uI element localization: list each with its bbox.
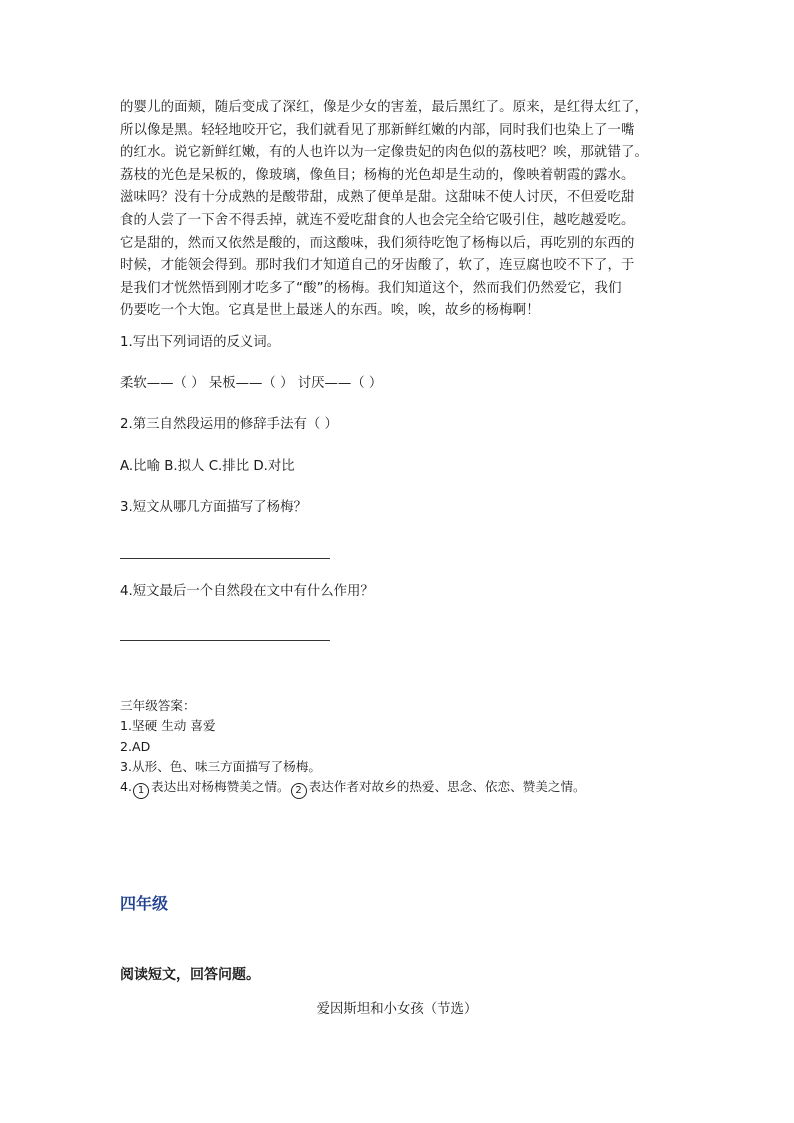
question-3: 3.短文从哪几方面描写了杨梅？	[120, 500, 307, 515]
circled-number-2: 2	[291, 783, 307, 799]
passage-line: 的婴儿的面颊，随后变成了深红，像是少女的害羞，最后黑红了。原来，是红得太红了，	[120, 100, 649, 115]
article-title: 爱因斯坦和小女孩（节选）	[316, 1002, 478, 1017]
passage-line: 荔枝的光色是呆板的，像玻璃，像鱼目；杨梅的光色却是生动的，像映着朝霞的露水。	[120, 167, 635, 183]
answer-4-part-1: 表达出对杨梅赞美之情。	[151, 779, 290, 794]
answer-1: 1.坚硬 生动 喜爱	[120, 718, 216, 733]
answer-4-prefix: 4.	[120, 779, 133, 794]
question-1: 1.写出下列词语的反义词。	[120, 335, 281, 350]
passage-paragraph	[120, 97, 676, 323]
passage-line: 是我们才恍然悟到刚才吃多了“酸”的杨梅。我们知道这个，然而我们仍然爱它，我们	[120, 280, 622, 296]
passage-line: 所以像是黑。轻轻地咬开它，我们就看见了那新鲜红嫩的内部，同时我们也染上了一嘴	[120, 122, 635, 138]
reading-instruction: 阅读短文，回答问题。	[120, 967, 260, 983]
answer-4	[120, 777, 586, 799]
circled-number-1: 1	[133, 783, 149, 799]
passage-line: 时候，才能领会得到。那时我们才知道自己的牙齿酸了，软了，连豆腐也咬不下了，于	[120, 258, 635, 274]
passage-line: 的红水。说它新鲜红嫩，有的人也许以为一定像贵妃的肉色似的荔枝吧？唉，那就错了。	[120, 145, 649, 161]
question-4-answer-line[interactable]	[120, 640, 330, 641]
question-2[interactable]: 2.第三自然段运用的修辞手法有（ ）	[120, 417, 338, 432]
passage-line: 仍要吃一个大饱。它真是世上最迷人的东西。唉，唉，故乡的杨梅啊！	[120, 303, 540, 319]
answers-heading: 三年级答案：	[120, 698, 196, 713]
passage-line: 滋味吗？没有十分成熟的是酸带甜，成熟了便单是甜。这甜味不使人讨厌，不但爱吃甜	[120, 190, 635, 206]
passage-line: 它是甜的，然而又依然是酸的，而这酸味，我们须待吃饱了杨梅以后，再吃别的东西的	[120, 235, 635, 251]
question-2-options: A.比喻 B.拟人 C.排比 D.对比	[120, 459, 295, 474]
question-1-antonym-blanks[interactable]: 柔软——（ ） 呆板——（ ） 讨厌——（ ）	[120, 376, 383, 391]
answer-3: 3.从形、色、味三方面描写了杨梅。	[120, 759, 321, 774]
answer-4-part-2: 表达作者对故乡的热爱、思念、依恋、赞美之情。	[308, 779, 586, 794]
passage-line: 食的人尝了一下舍不得丢掉，就连不爱吃甜食的人也会完全给它吸引住，越吃越爱吃。	[120, 212, 635, 228]
question-4: 4.短文最后一个自然段在文中有什么作用？	[120, 584, 374, 599]
question-3-answer-line[interactable]	[120, 558, 330, 559]
grade-heading: 四年级	[120, 894, 169, 913]
answer-2: 2.AD	[120, 739, 151, 754]
